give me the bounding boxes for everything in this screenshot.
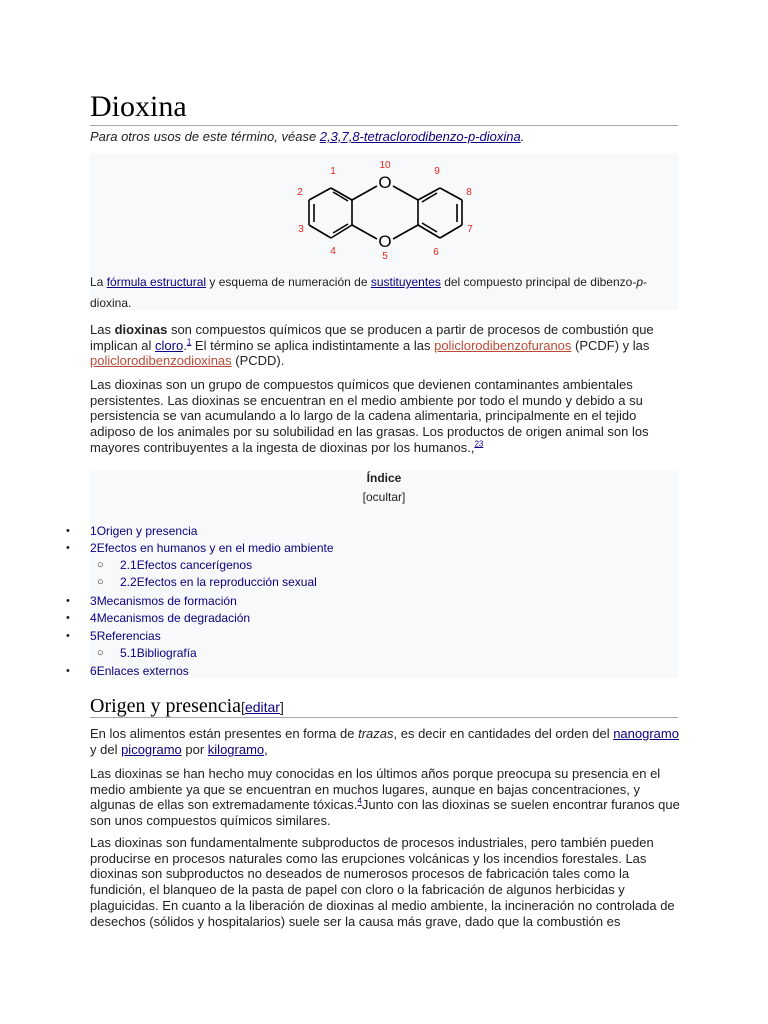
italic-term: trazas <box>358 726 394 741</box>
text: (PCDF) y las <box>571 337 650 353</box>
toc-item[interactable] <box>66 664 189 678</box>
toc-number: 2.1 <box>120 558 137 572</box>
caption-text: La <box>90 275 107 289</box>
toc-item[interactable] <box>97 558 253 572</box>
oxygen-atom-bottom: O <box>378 232 392 251</box>
toc-label: Bibliografía <box>136 646 197 660</box>
text: son compuestos químicos que se producen a partir de procesos de combustión que implican al <box>90 322 654 353</box>
hatnote-prefix: Para otros usos de este término, véase <box>90 129 320 144</box>
toc-number: 1 <box>90 524 97 538</box>
text: por <box>181 741 208 757</box>
link-nanogramo[interactable]: nanogramo <box>613 726 679 741</box>
link-pcdd[interactable]: policlorodibenzodioxinas <box>90 353 232 369</box>
position-number: 6 <box>433 247 439 258</box>
bullet: ○ <box>97 559 104 571</box>
section1-paragraph-3: Las dioxinas son fundamentalmente subproductos de procesos industriales, pero también pueden producirse en procesos naturales como las erupciones volcánicas y los incendios forestales. Las dioxinas son subproductos no deseados de numerosos procesos de fabricación tales como la fundición, el blanqueo de la pasta de papel con cloro o la fabricación de algunos herbicidas y plaguicidas. En cuanto a la liberación de dioxinas al medio ambiente, la incineración no controlada de desechos (sólidos y hospitalarios) suele ser la causa más grave, dado que la combustión es <box>90 835 675 929</box>
text: Junto con las dioxinas se suelen encontrar furanos que son unos compuestos químicos similares. <box>90 797 680 829</box>
figure-caption <box>90 272 660 314</box>
position-number: 4 <box>330 246 336 257</box>
position-number: 1 <box>330 166 336 177</box>
bullet: • <box>66 665 70 677</box>
bracket: ] <box>279 699 284 715</box>
toc-label: Efectos en la reproducción sexual <box>136 575 317 589</box>
oxygen-atom-top: O <box>378 173 392 192</box>
toc-number: 2 <box>90 541 97 555</box>
toc-item[interactable] <box>97 575 317 589</box>
toc-label: Enlaces externos <box>96 664 189 678</box>
bullet: ○ <box>97 647 104 659</box>
bullet: • <box>66 630 70 642</box>
intro-paragraph-1: Las dioxinas son compuestos químicos que se producen a partir de procesos de combustión que implican al cloro.$^1$ El término se aplica indistintamente a las policlorodibenzofuranos (PCDF) y las policlorodibenzodioxinas (PCDD). <box>90 322 654 369</box>
link-cloro[interactable]: cloro <box>155 337 184 353</box>
section1-paragraph-1 <box>90 726 680 757</box>
page-title: Dioxina <box>90 90 187 123</box>
toc-label: Mecanismos de formación <box>96 594 237 608</box>
toc-number: 3 <box>90 594 97 608</box>
section-title: Origen y presencia <box>90 695 242 717</box>
toc-label: Efectos en humanos y en el medio ambiente <box>96 541 334 555</box>
toc-item[interactable] <box>97 646 197 660</box>
bullet: • <box>66 612 70 624</box>
position-number: 2 <box>297 187 303 198</box>
caption-link-formula[interactable]: fórmula estructural <box>106 275 207 289</box>
text: Las dioxinas se han hecho muy conocidas en los últimos años porque preocupa su presencia en el medio ambiente ya que se encuentran en muchos lugares, aunque en bajas concentraciones, y algunas de ellas son extremadamente tóxicas. <box>90 766 661 813</box>
toc-item[interactable] <box>66 594 237 608</box>
toc-number: 2.2 <box>120 575 137 589</box>
bullet: • <box>66 595 70 607</box>
hatnote-suffix: . <box>520 129 525 144</box>
caption-text: del compuesto principal de dibenzo- <box>440 275 637 289</box>
caption-text: y esquema de numeración de <box>206 275 371 289</box>
text: (PCDD). <box>231 353 285 369</box>
text: , <box>264 741 268 757</box>
text: , es decir en cantidades del orden del <box>393 726 614 741</box>
link-pcdf[interactable]: policlorodibenzofuranos <box>434 337 572 353</box>
text: El término se aplica indistintamente a las <box>191 337 435 353</box>
caption-link-substituents[interactable]: sustituyentes <box>370 275 441 289</box>
text: Las dioxinas son un grupo de compuestos químicos que devienen contaminantes ambientales persistentes. Las dioxinas se encuentran en el medio ambiente por todo el mundo y debido a su persistencia se van acumulando a lo largo de la cadena alimentaria, principalmente en el tejido adiposo de los animales por su solubilidad en las grasas. Los productos de origen animal son los mayores contribuyentes a la ingesta de dioxinas por los humanos., <box>90 377 649 455</box>
text: En los alimentos están presentes en forma de <box>90 726 359 741</box>
toc-item[interactable] <box>66 611 251 625</box>
hatnote-link[interactable]: 2,3,7,8-tetraclorodibenzo-p-dioxina <box>319 129 521 144</box>
section1-paragraph-2 <box>90 766 680 829</box>
link-picogramo[interactable]: picogramo <box>121 741 182 757</box>
toc-number: 5.1 <box>120 646 137 660</box>
bracket: [ <box>241 699 245 715</box>
position-number: 9 <box>434 166 440 177</box>
toc-label: Efectos cancerígenos <box>136 558 253 572</box>
position-number: 5 <box>382 251 388 262</box>
toc-toggle[interactable]: [ocultar] <box>362 490 406 504</box>
hatnote <box>90 129 524 144</box>
toc-item[interactable] <box>66 524 198 538</box>
toc-label: Origen y presencia <box>96 524 198 538</box>
bold-term: dioxinas <box>114 322 168 337</box>
reference-link[interactable]: 23 <box>474 439 484 449</box>
intro-paragraph-2 <box>90 377 680 456</box>
caption-italic: p <box>636 275 644 289</box>
edit-link[interactable]: editar <box>244 699 280 715</box>
title-underline <box>90 125 678 126</box>
reference-link[interactable]: 4 <box>357 797 362 807</box>
toc-number: 4 <box>90 611 97 625</box>
caption-text: -dioxina. <box>90 275 648 310</box>
edit-section <box>241 699 284 715</box>
link-kilogramo[interactable]: kilogramo <box>207 741 265 757</box>
toc-number: 6 <box>90 664 97 678</box>
toc-label: Referencias <box>96 629 161 643</box>
bullet: • <box>66 542 70 554</box>
toc-item[interactable] <box>66 629 161 643</box>
position-number: 10 <box>379 160 391 171</box>
bullet: ○ <box>97 576 104 588</box>
section-underline <box>90 717 678 718</box>
toc-number: 5 <box>90 629 97 643</box>
toc-title: Índice <box>366 471 402 485</box>
section-heading <box>90 693 284 720</box>
position-number: 7 <box>467 224 473 235</box>
position-number: 3 <box>298 224 304 235</box>
toc-label: Mecanismos de degradación <box>96 611 251 625</box>
text: Las <box>90 322 115 337</box>
bullet: • <box>66 525 70 537</box>
reference-link[interactable]: 1 <box>186 337 192 347</box>
text: y del <box>90 741 122 757</box>
toc-item[interactable] <box>66 541 334 555</box>
position-number: 8 <box>466 187 472 198</box>
